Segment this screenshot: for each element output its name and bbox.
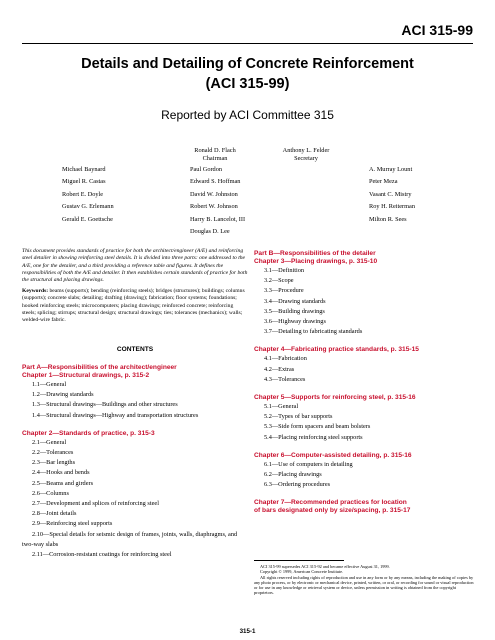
committee-member: Vasant C. Mistry	[369, 190, 412, 198]
committee-member: David W. Johnston	[190, 190, 238, 198]
chair-name: Ronald D. Flach	[194, 147, 236, 154]
toc-entry[interactable]: 6.2—Placing drawings	[264, 471, 322, 479]
toc-chapter-heading[interactable]: Part A—Responsibilities of the architect/engineer	[22, 364, 177, 371]
toc-entry[interactable]: 2.11—Corrosion-resistant coatings for reinforcing steel	[32, 551, 172, 559]
keywords	[22, 288, 248, 324]
committee-member: Edward S. Hoffman	[190, 178, 241, 186]
committee-members-column	[369, 164, 415, 226]
toc-entry[interactable]: 2.6—Columns	[32, 489, 69, 497]
page-number: 315-1	[239, 628, 256, 635]
toc-entry[interactable]: 5.4—Placing reinforcing steel supports	[264, 433, 363, 441]
toc-entry[interactable]: 2.9—Reinforcing steel supports	[32, 520, 113, 528]
committee-member: Robert W. Johnson	[190, 203, 238, 211]
toc-entry[interactable]: 3.2—Scope	[264, 277, 294, 285]
toc-entry[interactable]: 2.1—General	[32, 438, 67, 446]
committee-chair	[175, 147, 255, 162]
committee-member: Douglas D. Lee	[190, 228, 230, 236]
toc-chapter-heading[interactable]: Chapter 1—Structural drawings, p. 315-2	[22, 372, 150, 379]
committee-secretary	[266, 147, 346, 162]
toc-entry[interactable]: 1.2—Drawing standards	[32, 391, 94, 399]
committee-member: Gustav G. Erlemann	[62, 203, 114, 211]
toc-chapter-heading[interactable]: of bars designated only by size/spacing, p. 315-17	[254, 507, 411, 515]
toc-chapter-heading[interactable]: Part B—Responsibilities of the detailer	[254, 250, 376, 257]
toc-entry[interactable]: 4.2—Extras	[264, 365, 295, 373]
toc-entry[interactable]: 5.3—Side form spacers and beam bolsters	[264, 423, 371, 431]
toc-entry[interactable]: 3.7—Detailing to fabricating standards	[264, 328, 363, 336]
toc-section	[254, 452, 474, 491]
toc-entry[interactable]: 1.1—General	[32, 381, 67, 388]
committee-member: Robert E. Doyle	[62, 190, 104, 198]
toc-chapter-heading[interactable]: Chapter 4—Fabricating practice standards, p. 315-15	[254, 346, 419, 354]
reported-by: Reported by ACI Committee 315	[161, 108, 334, 122]
toc-entry[interactable]: 3.6—Highway drawings	[264, 318, 326, 326]
abstract: This document provides standards of practice for both the architect/engineer (A/E) and reinforcing steel detailer in showing reinforcing steel details. It is divided into three parts: one addressed to the A/E, one for the detailer, and a third providing a reference table and figures. It defines the responsibilities of both the A/E and detailer. It then establishes certain standards of practice for both the structural and placing drawings.	[22, 248, 248, 284]
toc-entry[interactable]: 2.10—Special details for seismic design of frames, joints, walls, diaphragms, and two-way slabs	[22, 530, 238, 548]
toc-left-column	[22, 364, 248, 569]
committee-member: Milton R. Sees	[369, 215, 407, 223]
secretary-name: Anthony L. Felder	[282, 147, 330, 154]
toc-section	[254, 250, 474, 337]
committee-member: Miguel R. Castas	[62, 178, 106, 186]
committee-members-column	[62, 164, 114, 226]
toc-entry[interactable]: 3.1—Definition	[264, 267, 305, 274]
toc-section	[22, 430, 248, 560]
toc-entry[interactable]: 5.1—General	[264, 403, 299, 411]
header-rule	[22, 43, 473, 44]
toc-section	[254, 499, 474, 515]
footnote-rights: All rights reserved including rights of reproduction and use in any form or by any means, including the making of copies by any photo process, or by electronic or mechanical device, printed, written, or oral, or recording for sound or visual reproduction or for use in any knowledge or retrieval system or device, unless permission in writing is obtained from the copyright proprietors.	[254, 574, 474, 596]
footnote-rule	[254, 560, 344, 561]
toc-chapter-heading[interactable]: Chapter 5—Supports for reinforcing steel, p. 315-16	[254, 394, 416, 402]
toc-section	[22, 364, 248, 421]
document-title: Details and Detailing of Concrete Reinforcement	[81, 56, 414, 72]
toc-entry[interactable]: 5.2—Types of bar supports	[264, 413, 333, 421]
footnote	[254, 564, 474, 596]
toc-section	[254, 346, 474, 385]
document-id: ACI 315-99	[401, 22, 473, 38]
toc-entry[interactable]: 2.2—Tolerances	[32, 449, 74, 457]
chair-role: Chairman	[202, 154, 228, 162]
document-title-designation: (ACI 315-99)	[205, 76, 290, 92]
toc-entry[interactable]: 4.1—Fabrication	[264, 355, 307, 363]
toc-entry[interactable]: 2.7—Development and splices of reinforcing steel	[32, 500, 159, 508]
toc-entry[interactable]: 6.3—Ordering procedures	[264, 481, 331, 489]
toc-chapter-heading[interactable]: Chapter 6—Computer-assisted detailing, p. 315-16	[254, 451, 412, 459]
committee-member: A. Murray Lount	[369, 166, 413, 173]
committee-member: Roy H. Reiterman	[369, 203, 415, 211]
committee-member: Harry B. Lancelot, III	[190, 215, 246, 223]
toc-right-column	[254, 250, 474, 524]
toc-entry[interactable]: 6.1—Use of computers in detailing	[264, 460, 353, 468]
committee-members-column	[190, 164, 245, 238]
toc-entry[interactable]: 2.3—Bar lengths	[32, 459, 76, 467]
toc-entry[interactable]: 3.4—Drawing standards	[264, 297, 326, 305]
toc-entry[interactable]: 2.5—Beams and girders	[32, 479, 94, 487]
toc-chapter-heading[interactable]: Chapter 3—Placing drawings, p. 315-10	[254, 258, 378, 265]
footnote-copyright: Copyright © 1999, American Concrete Institute.	[260, 569, 344, 575]
toc-chapter-heading[interactable]: Chapter 2—Standards of practice, p. 315-3	[22, 429, 155, 437]
contents-heading: CONTENTS	[116, 346, 154, 353]
keywords-label: Keywords:	[22, 288, 49, 294]
toc-entry[interactable]: 4.3—Tolerances	[264, 375, 306, 383]
secretary-role: Secretary	[294, 154, 318, 162]
committee-member: Michael Baynard	[62, 166, 106, 173]
toc-entry[interactable]: 1.3—Structural drawings—Buildings and other structures	[32, 401, 178, 409]
keywords-text: beams (supports); bending (reinforcing steels); bridges (structures); buildings; columns (supports); concrete slabs; detailing; drafting (drawing); fabrication; floor systems; foundations; hooked reinforcing steels; microcomputers; placing drawings; reinforced concrete; reinforcing steels; splicing; stirrups; structural design; structural drawings; ties; tolerances (mechanics); walls; welded-wire fabric.	[22, 288, 245, 324]
toc-entry[interactable]: 1.4—Structural drawings—Highway and transportation structures	[32, 411, 199, 419]
toc-chapter-heading[interactable]: Chapter 7—Recommended practices for location	[254, 499, 407, 507]
toc-entry[interactable]: 2.4—Hooks and bends	[32, 469, 90, 477]
committee-member: Peter Meza	[369, 178, 398, 186]
toc-entry[interactable]: 2.8—Joint details	[32, 510, 77, 518]
toc-section	[254, 394, 474, 443]
committee-member: Paul Gordon	[190, 166, 223, 173]
committee-member: Gerald E. Goettsche	[62, 215, 113, 223]
toc-entry[interactable]: 3.5—Building drawings	[264, 307, 325, 315]
toc-entry[interactable]: 3.3—Procedure	[264, 287, 304, 295]
footnote-supersedes: ACI 315-99 supersedes ACI 315-92 and became effective August 31, 1999.	[260, 564, 390, 569]
